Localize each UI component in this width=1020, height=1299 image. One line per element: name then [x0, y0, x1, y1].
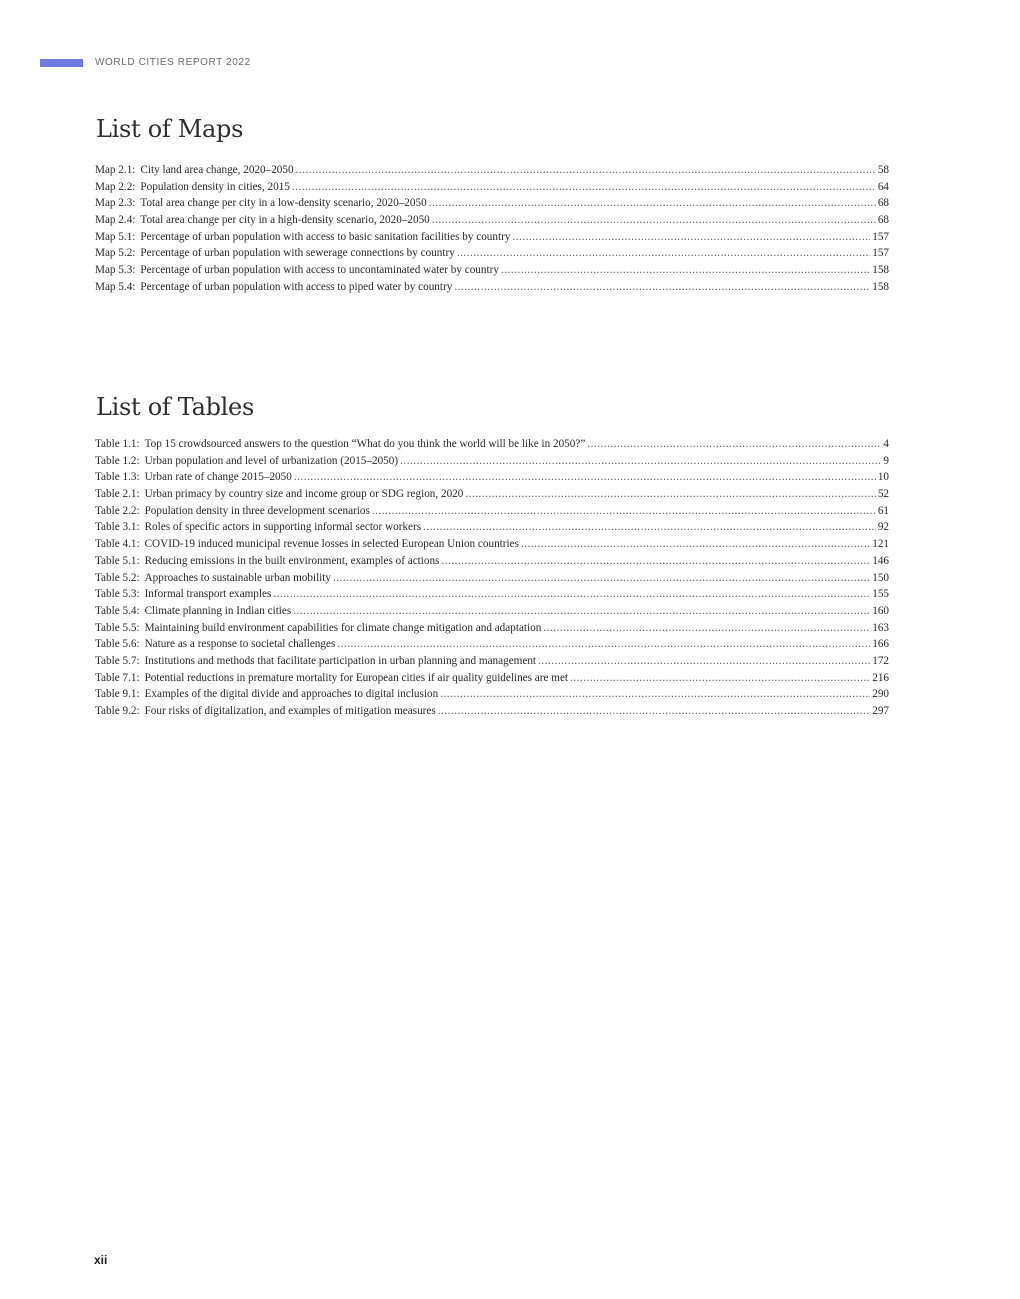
table-entry-title: Approaches to sustainable urban mobility [144, 571, 331, 584]
map-entry[interactable] [95, 229, 889, 246]
table-entry-page: 297 [872, 705, 889, 717]
map-entry-page: 64 [877, 180, 889, 193]
map-entry-title: Total area change per city in a high-density scenario, 2020–2050 [140, 214, 430, 227]
table-entry-number: Table 5.7: [95, 654, 140, 667]
table-entry[interactable] [95, 570, 889, 587]
map-entry-title: City land area change, 2020–2050 [140, 164, 294, 176]
dot-leader [432, 212, 876, 229]
table-entry-number: Table 9.2: [95, 705, 140, 717]
table-entry-page: 155 [872, 588, 889, 601]
map-entry[interactable] [95, 162, 889, 179]
table-entry[interactable] [95, 586, 889, 603]
dot-leader [372, 503, 876, 520]
tables-list [95, 436, 889, 720]
table-entry-number: Table 2.2: [95, 504, 140, 517]
page-number: xii [94, 1253, 108, 1267]
maps-heading: List of Maps [96, 115, 244, 143]
map-entry-page: 158 [872, 280, 889, 293]
table-entry-page: 61 [877, 504, 889, 517]
table-entry-number: Table 2.1: [95, 488, 140, 501]
dot-leader [538, 653, 870, 670]
table-entry-title: Nature as a response to societal challenges [144, 638, 336, 651]
map-entry-number: Map 5.1: [95, 230, 136, 243]
map-entry-page: 157 [872, 247, 889, 260]
table-entry[interactable] [95, 503, 889, 520]
table-entry-number: Table 1.1: [95, 438, 140, 450]
table-entry[interactable] [95, 603, 889, 620]
table-entry-title: Examples of the digital divide and approaches to digital inclusion [144, 688, 439, 701]
table-entry[interactable] [95, 620, 889, 637]
table-entry[interactable] [95, 486, 889, 503]
table-entry-page: 10 [877, 471, 889, 484]
header-accent-bar [40, 59, 83, 67]
table-entry-page: 146 [872, 554, 889, 567]
map-entry[interactable] [95, 262, 889, 279]
dot-leader [570, 670, 870, 687]
running-header: WORLD CITIES REPORT 2022 [95, 57, 251, 68]
table-entry[interactable] [95, 453, 889, 470]
table-entry-page: 172 [872, 654, 889, 667]
table-entry[interactable] [95, 636, 889, 653]
table-entry-page: 290 [872, 688, 889, 701]
tables-heading: List of Tables [96, 393, 254, 421]
table-entry[interactable] [95, 553, 889, 570]
dot-leader [465, 486, 875, 503]
dot-leader [337, 636, 870, 653]
map-entry-page: 68 [877, 197, 889, 210]
map-entry-number: Map 2.1: [95, 164, 136, 176]
dot-leader [440, 686, 870, 703]
table-entry-number: Table 9.1: [95, 688, 140, 701]
table-entry-title: Urban rate of change 2015–2050 [144, 471, 292, 484]
table-entry-title: Reducing emissions in the built environment, examples of actions [144, 554, 440, 567]
table-entry-number: Table 4.1: [95, 538, 140, 551]
map-entry-title: Total area change per city in a low-density scenario, 2020–2050 [140, 197, 427, 210]
map-entry-number: Map 5.2: [95, 247, 136, 260]
map-entry[interactable] [95, 179, 889, 196]
map-entry-page: 58 [877, 164, 889, 176]
maps-list [95, 162, 889, 296]
table-entry-number: Table 5.1: [95, 554, 140, 567]
dot-leader [501, 262, 870, 279]
table-entry[interactable] [95, 436, 889, 453]
table-entry[interactable] [95, 653, 889, 670]
map-entry-number: Map 2.3: [95, 197, 136, 210]
table-entry-number: Table 5.2: [95, 571, 140, 584]
map-entry-page: 158 [872, 264, 889, 277]
table-entry-title: Potential reductions in premature mortality for European cities if air quality guidelines are met [144, 671, 569, 684]
table-entry-number: Table 5.4: [95, 604, 140, 617]
table-entry[interactable] [95, 670, 889, 687]
dot-leader [438, 703, 871, 720]
table-entry-number: Table 3.1: [95, 521, 140, 534]
dot-leader [457, 245, 870, 262]
table-entry[interactable] [95, 686, 889, 703]
map-entry-title: Population density in cities, 2015 [140, 180, 290, 193]
dot-leader [543, 620, 870, 637]
table-entry-title: Urban primacy by country size and income group or SDG region, 2020 [144, 488, 464, 501]
dot-leader [423, 519, 876, 536]
table-entry-number: Table 5.5: [95, 621, 140, 634]
map-entry[interactable] [95, 212, 889, 229]
table-entry-number: Table 7.1: [95, 671, 140, 684]
dot-leader [294, 469, 876, 486]
table-entry-title: Top 15 crowdsourced answers to the question “What do you think the world will be like in 2050?” [144, 438, 586, 450]
table-entry-title: Maintaining build environment capabilities for climate change mitigation and adaptation [144, 621, 542, 634]
map-entry-page: 157 [872, 230, 889, 243]
table-entry-page: 163 [872, 621, 889, 634]
table-entry-page: 121 [872, 538, 889, 551]
table-entry-title: Population density in three development scenarios [144, 504, 370, 517]
dot-leader [429, 195, 876, 212]
dot-leader [521, 536, 870, 553]
table-entry-number: Table 5.3: [95, 588, 140, 601]
map-entry-number: Map 2.4: [95, 214, 136, 227]
table-entry-page: 216 [872, 671, 889, 684]
map-entry[interactable] [95, 195, 889, 212]
table-entry-title: COVID-19 induced municipal revenue losses in selected European Union countries [144, 538, 519, 551]
table-entry-page: 150 [872, 571, 889, 584]
map-entry-title: Percentage of urban population with access to basic sanitation facilities by country [140, 230, 511, 243]
table-entry-page: 92 [877, 521, 889, 534]
dot-leader [400, 453, 881, 470]
table-entry-number: Table 5.6: [95, 638, 140, 651]
table-entry-page: 160 [872, 604, 889, 617]
table-entry-title: Institutions and methods that facilitate participation in urban planning and management [144, 654, 537, 667]
table-entry[interactable] [95, 703, 889, 720]
map-entry[interactable] [95, 245, 889, 262]
dot-leader [273, 586, 870, 603]
map-entry-title: Percentage of urban population with sewerage connections by country [140, 247, 455, 260]
map-entry-title: Percentage of urban population with access to piped water by country [140, 280, 453, 293]
dot-leader [454, 279, 870, 296]
dot-leader [296, 162, 876, 179]
table-entry-title: Urban population and level of urbanization (2015–2050) [144, 454, 399, 467]
map-entry-page: 68 [877, 214, 889, 227]
map-entry-number: Map 5.4: [95, 280, 136, 293]
dot-leader [512, 229, 870, 246]
table-entry[interactable] [95, 519, 889, 536]
map-entry-title: Percentage of urban population with access to uncontaminated water by country [140, 264, 499, 277]
table-entry-title: Roles of specific actors in supporting informal sector workers [144, 521, 422, 534]
dot-leader [293, 603, 870, 620]
table-entry-page: 166 [872, 638, 889, 651]
table-entry-number: Table 1.2: [95, 454, 140, 467]
dot-leader [333, 570, 870, 587]
map-entry-number: Map 5.3: [95, 264, 136, 277]
dot-leader [587, 436, 881, 453]
map-entry[interactable] [95, 279, 889, 296]
dot-leader [441, 553, 870, 570]
table-entry-page: 4 [883, 438, 889, 450]
dot-leader [292, 179, 876, 196]
map-entry-number: Map 2.2: [95, 180, 136, 193]
table-entry-number: Table 1.3: [95, 471, 140, 484]
table-entry-page: 9 [883, 454, 889, 467]
table-entry-page: 52 [877, 488, 889, 501]
table-entry[interactable] [95, 536, 889, 553]
table-entry[interactable] [95, 469, 889, 486]
table-entry-title: Climate planning in Indian cities [144, 604, 292, 617]
table-entry-title: Four risks of digitalization, and examples of mitigation measures [144, 705, 436, 717]
table-entry-title: Informal transport examples [144, 588, 272, 601]
